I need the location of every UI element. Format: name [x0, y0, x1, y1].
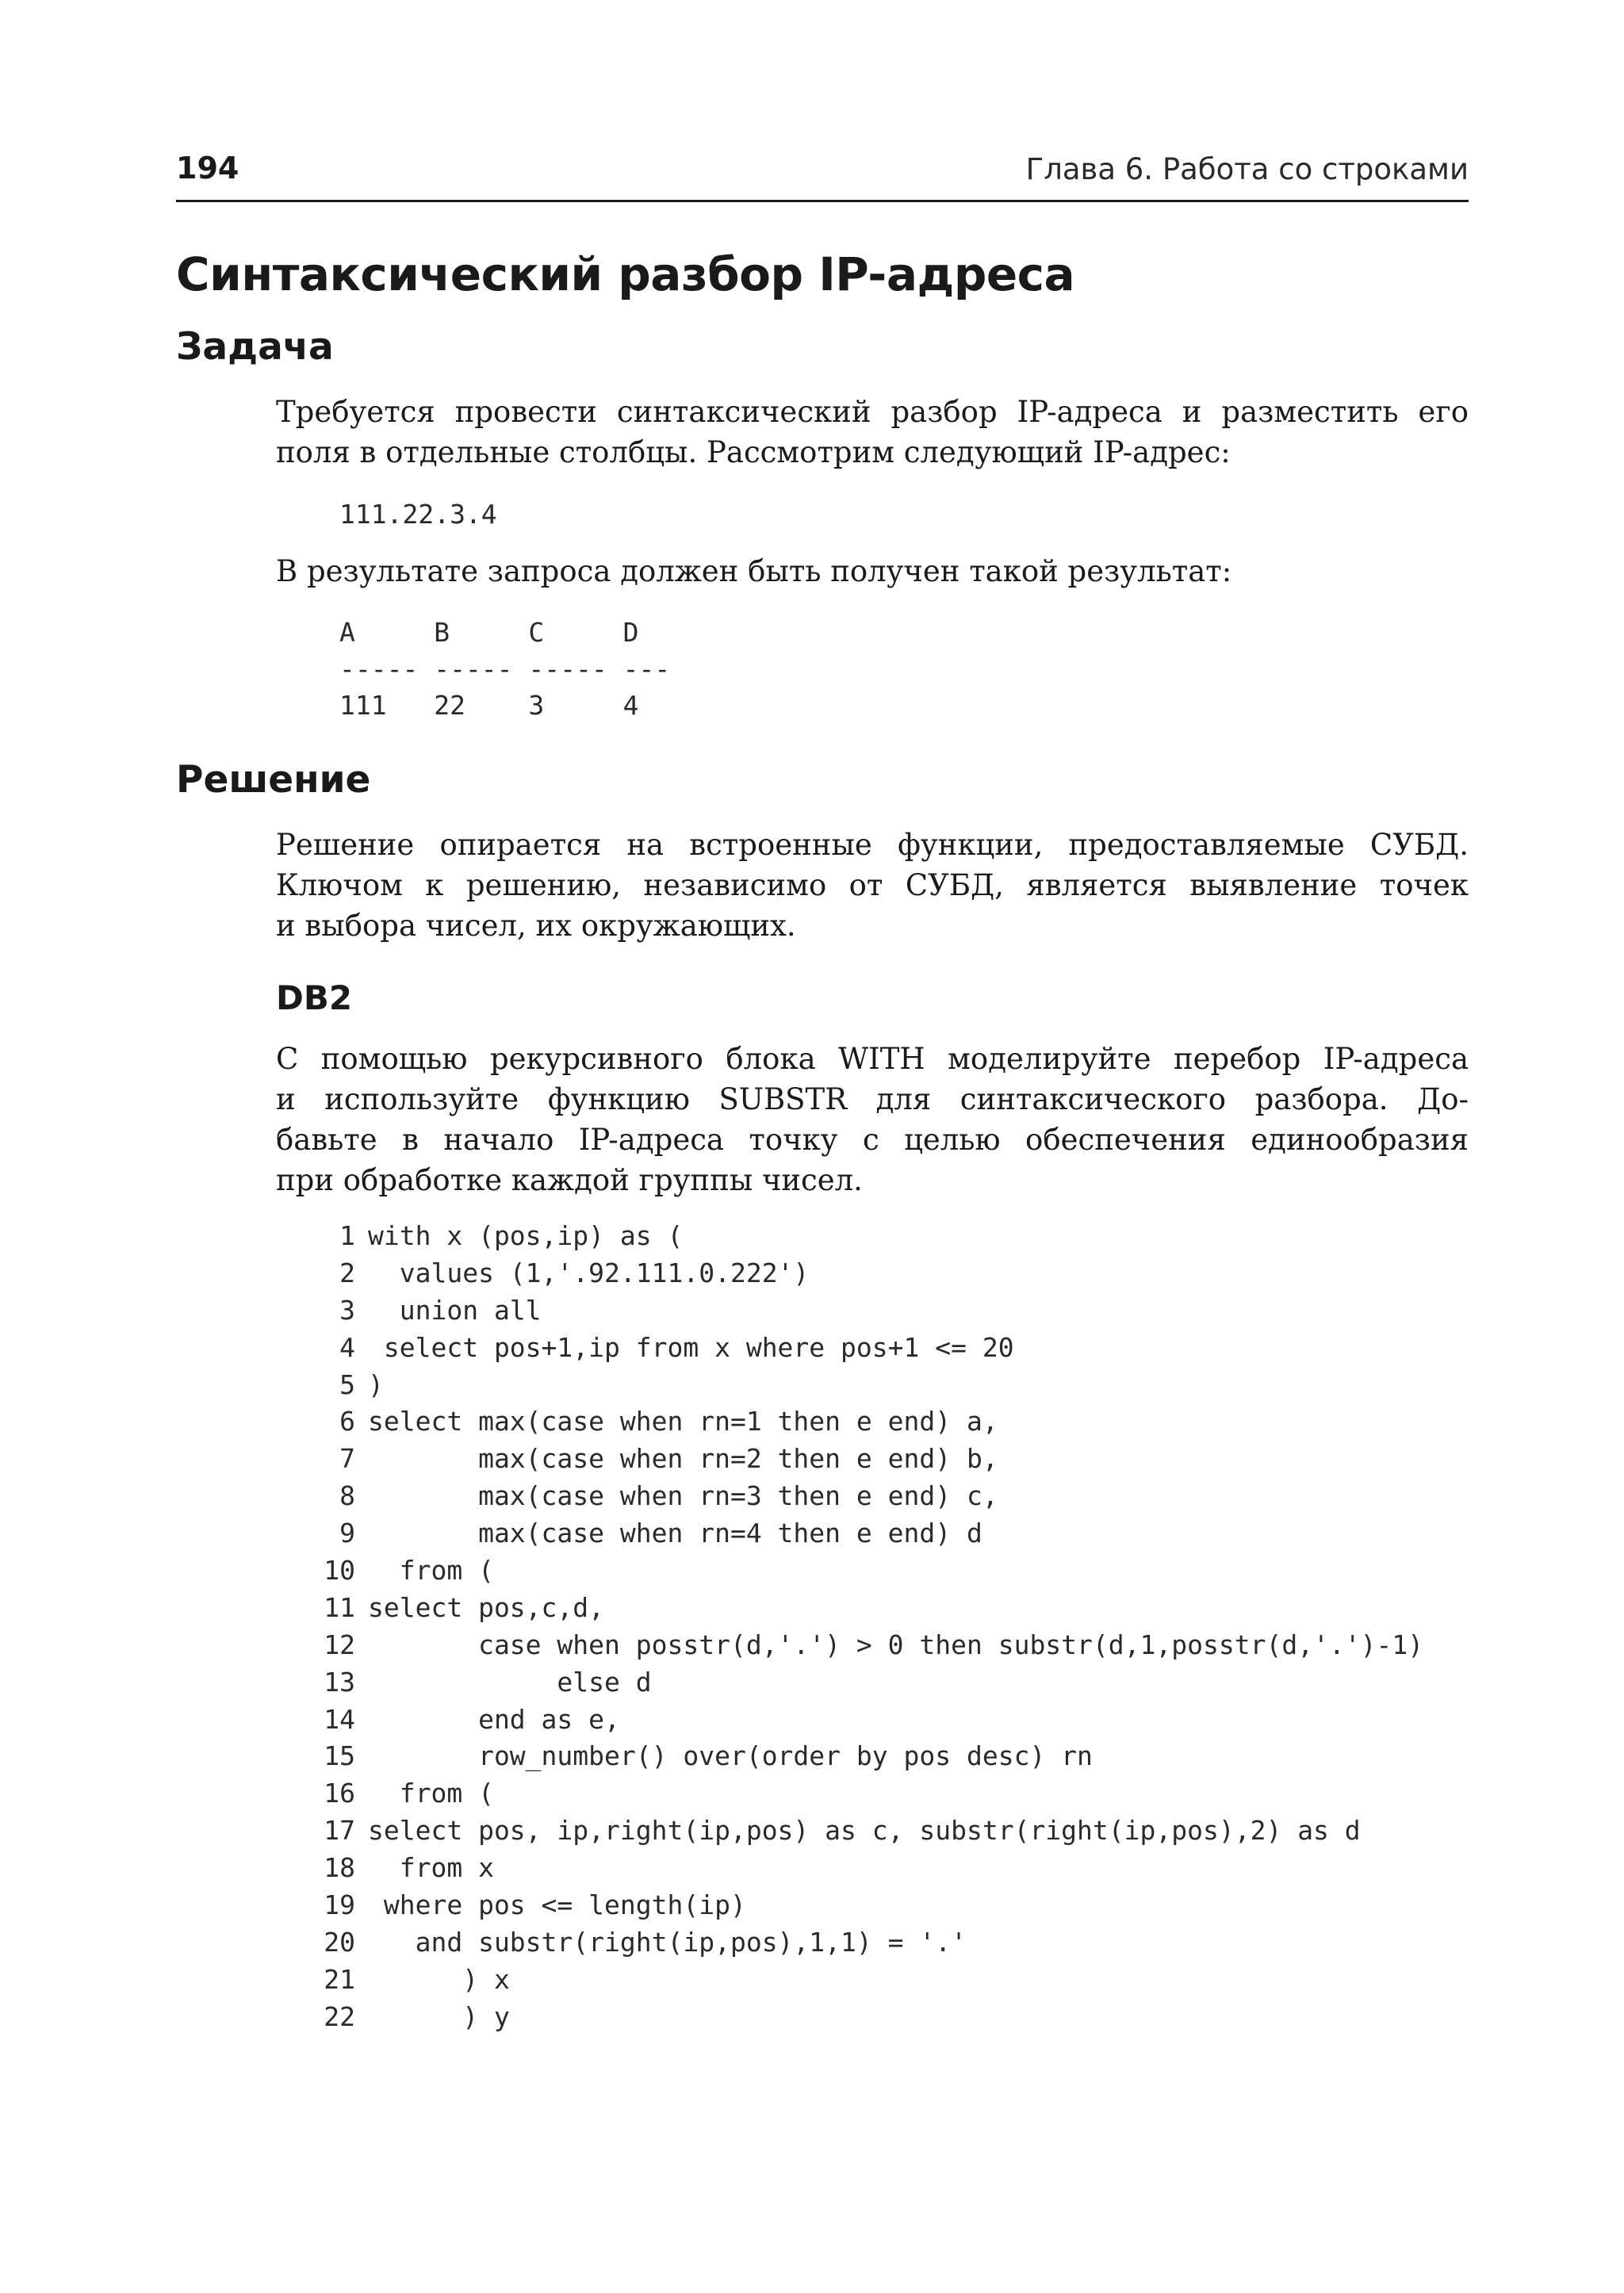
code-line [319, 1850, 1423, 1887]
code-line-number: 3 [339, 1294, 355, 1326]
ip-example: 111.22.3.4 [339, 499, 497, 530]
code-line-text: ) y [368, 2000, 510, 2032]
code-line-number: 7 [339, 1443, 355, 1475]
code-line [319, 1478, 1423, 1515]
code-line-number: 5 [339, 1369, 355, 1400]
page-number: 194 [176, 151, 239, 186]
solution-paragraph [276, 825, 1469, 946]
code-line-text: max(case when rn=2 then e end) b, [368, 1443, 998, 1475]
code-line [319, 1441, 1423, 1478]
solution-line-3: и выбора чисел, их окружающих. [276, 909, 796, 943]
code-line-text: ) [368, 1369, 384, 1400]
code-line-number: 16 [324, 1778, 355, 1809]
db2-line-2: и используйте функцию SUBSTR для синтаксического разбора. До- [276, 1082, 1469, 1116]
code-line [319, 1738, 1423, 1775]
code-line-number: 21 [324, 1963, 355, 1995]
db2-heading: DB2 [276, 978, 353, 1017]
code-line-number: 6 [339, 1406, 355, 1437]
code-line-number: 1 [339, 1220, 355, 1251]
code-line-number: 18 [324, 1852, 355, 1884]
code-line [319, 1702, 1423, 1739]
code-line [319, 1403, 1423, 1441]
code-line-text: else d [368, 1666, 652, 1698]
code-line-number: 11 [324, 1591, 355, 1623]
code-line-text: max(case when rn=4 then e end) d [368, 1518, 982, 1549]
code-line-number: 2 [339, 1257, 355, 1288]
code-line-number: 17 [324, 1815, 355, 1847]
task-paragraph-line-2: поля в отдельные столбцы. Рассмотрим следующий IP-адрес: [276, 435, 1231, 469]
task-paragraph-line-1: Требуется провести синтаксический разбор IP-адреса и разместить его [276, 395, 1469, 429]
code-line-text: row_number() over(order by pos desc) rn [368, 1740, 1093, 1772]
code-line-number: 22 [324, 2000, 355, 2032]
code-line-number: 13 [324, 1666, 355, 1698]
code-line-number: 14 [324, 1703, 355, 1735]
code-line-text: where pos <= length(ip) [368, 1889, 746, 1921]
result-table-header: A B C D [339, 617, 639, 648]
code-line-text: with x (pos,ip) as ( [368, 1220, 684, 1251]
sql-code-listing [319, 1218, 1423, 2036]
result-intro: В результате запроса должен быть получен такой результат: [276, 554, 1232, 588]
code-line-text: and substr(right(ip,pos),1,1) = '.' [368, 1926, 967, 1958]
code-line-text: select pos+1,ip from x where pos+1 <= 20 [368, 1331, 1014, 1363]
code-line [319, 1887, 1423, 1924]
db2-line-3: бавьте в начало IP-адреса точку с целью обеспечения единообразия [276, 1123, 1469, 1157]
code-line-text: from ( [368, 1778, 494, 1809]
code-line [319, 1552, 1423, 1590]
chapter-title: Глава 6. Работа со строками [1025, 152, 1469, 186]
task-paragraph [276, 392, 1469, 473]
code-line-text: max(case when rn=3 then e end) c, [368, 1480, 998, 1512]
code-line [319, 1775, 1423, 1813]
code-line-number: 15 [324, 1740, 355, 1772]
code-line-number: 4 [339, 1331, 355, 1363]
result-table-row: 111 22 3 4 [339, 690, 639, 721]
code-line [319, 1292, 1423, 1330]
code-line [319, 1962, 1423, 1999]
code-line [319, 1664, 1423, 1702]
code-line [319, 1999, 1423, 2036]
code-line-text: end as e, [368, 1703, 620, 1735]
solution-line-2: Ключом к решению, независимо от СУБД, является выявление точек [276, 868, 1469, 902]
code-line [319, 1255, 1423, 1292]
code-line-text: select max(case when rn=1 then e end) a, [368, 1406, 998, 1437]
running-header [176, 147, 1469, 202]
code-line-text: ) x [368, 1963, 510, 1995]
code-line-text: from x [368, 1852, 494, 1884]
solution-heading: Решение [176, 758, 371, 802]
code-line [319, 1813, 1423, 1850]
code-line-number: 10 [324, 1555, 355, 1587]
db2-paragraph [276, 1039, 1469, 1200]
code-line [319, 1218, 1423, 1255]
code-line-number: 9 [339, 1518, 355, 1549]
code-line-number: 20 [324, 1926, 355, 1958]
code-line-text: union all [368, 1294, 542, 1326]
section-title: Синтаксический разбор IP-адреса [176, 247, 1075, 301]
code-line-text: select pos, ip,right(ip,pos) as c, substr(right(ip,pos),2) as d [368, 1815, 1361, 1847]
code-line [319, 1515, 1423, 1552]
code-line [319, 1924, 1423, 1962]
code-line [319, 1590, 1423, 1627]
code-line-text: select pos,c,d, [368, 1591, 605, 1623]
db2-line-4: при обработке каждой группы чисел. [276, 1163, 863, 1197]
code-line [319, 1627, 1423, 1664]
code-line-number: 12 [324, 1629, 355, 1660]
code-line-text: case when posstr(d,'.') > 0 then substr(d,1,posstr(d,'.')-1) [368, 1629, 1424, 1660]
task-heading: Задача [176, 325, 334, 369]
code-line-text: from ( [368, 1555, 494, 1587]
db2-line-1: С помощью рекурсивного блока WITH моделируйте перебор IP-адреса [276, 1042, 1469, 1076]
code-line [319, 1330, 1423, 1367]
code-line-number: 19 [324, 1889, 355, 1921]
code-line-text: values (1,'.92.111.0.222') [368, 1257, 810, 1288]
solution-line-1: Решение опирается на встроенные функции, предоставляемые СУБД. [276, 828, 1469, 862]
code-line-number: 8 [339, 1480, 355, 1512]
code-line [319, 1367, 1423, 1404]
result-table-rule: ----- ----- ----- --- [339, 653, 671, 684]
